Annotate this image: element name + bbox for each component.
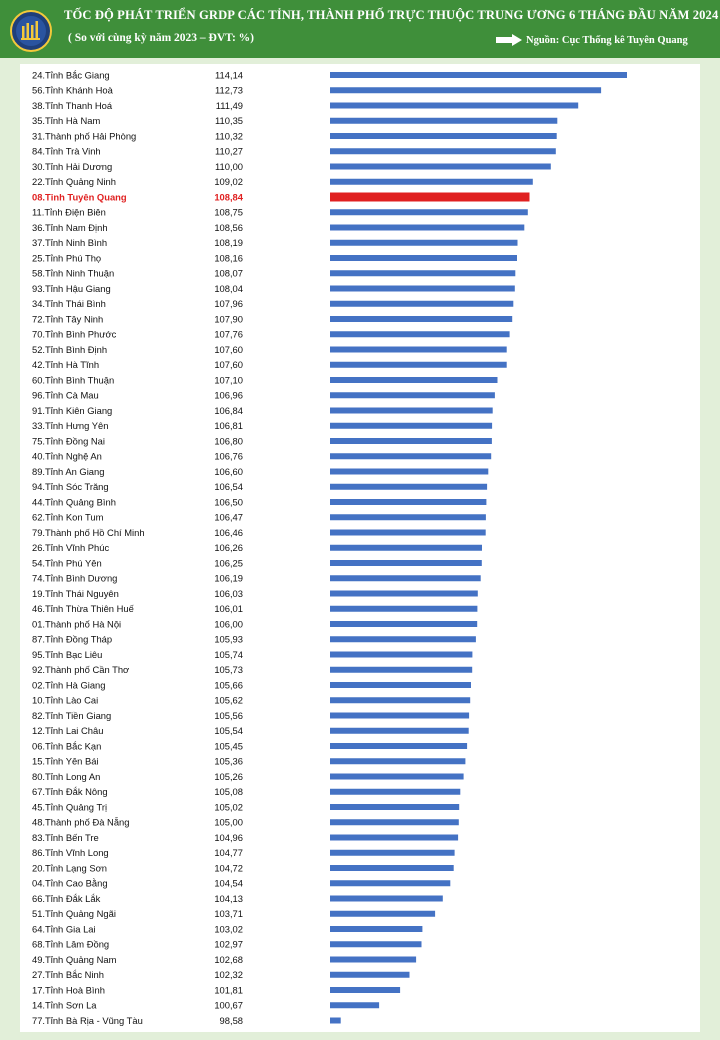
category-label: 82.Tỉnh Tiền Giang [32,709,112,721]
value-label: 110,32 [215,130,243,142]
bar [330,545,482,551]
value-label: 108,07 [214,267,243,279]
value-label: 102,32 [214,969,243,981]
bar [330,118,557,124]
bar [330,133,557,139]
category-label: 14.Tỉnh Sơn La [32,999,97,1011]
value-label: 105,45 [214,740,243,752]
category-label: 96.Tỉnh Cà Mau [32,389,99,401]
value-label: 109,02 [214,176,243,188]
value-label: 100,67 [214,999,243,1011]
category-label: 01.Thành phố Hà Nội [32,618,122,630]
value-label: 107,96 [214,298,243,310]
category-label: 92.Thành phố Cần Thơ [32,664,130,676]
bar [330,957,416,963]
value-label: 106,46 [214,526,243,538]
bar [330,880,450,886]
bar [330,728,469,734]
bar [330,148,556,154]
bar [330,972,410,978]
source-note [496,34,688,46]
bar [330,270,515,276]
bar [330,225,524,231]
category-label: 51.Tỉnh Quảng Ngãi [32,908,116,920]
category-label: 06.Tỉnh Bắc Kạn [32,740,102,752]
category-label: 25.Tỉnh Phú Thọ [32,252,102,264]
bar [330,850,455,856]
value-label: 106,01 [214,603,243,615]
bar [330,911,435,917]
bar [330,362,507,368]
value-label: 108,75 [214,206,243,218]
bar [330,240,518,246]
bar [330,987,400,993]
value-label: 105,74 [214,648,243,660]
chart-subtitle: ( So với cùng kỳ năm 2023 – ĐVT: %) [68,32,255,44]
bar [330,758,465,764]
gso-logo-icon [10,10,52,52]
bar [330,408,493,414]
bar [330,926,422,932]
value-label: 106,50 [214,496,243,508]
value-label: 107,76 [214,328,243,340]
value-label: 104,13 [214,892,243,904]
value-label: 112,73 [215,84,243,96]
value-label: 106,54 [214,481,243,493]
value-label: 106,25 [214,557,243,569]
bar [330,392,495,398]
value-label: 106,60 [214,465,243,477]
category-label: 31.Thành phố Hải Phòng [32,130,137,142]
category-label: 79.Thành phố Hồ Chí Minh [32,526,145,538]
bar [330,789,460,795]
value-label: 106,80 [214,435,243,447]
bar [330,316,512,322]
bar [330,209,528,215]
bar [330,438,492,444]
value-label: 108,04 [214,282,243,294]
category-label: 48.Thành phố Đà Nẵng [32,816,130,828]
value-label: 107,10 [214,374,243,386]
value-label: 108,19 [214,237,243,249]
value-label: 106,84 [214,404,243,416]
category-label: 54.Tỉnh Phú Yên [32,557,102,569]
category-label: 11.Tỉnh Điện Biên [32,206,106,218]
bar [330,484,487,490]
category-label: 58.Tỉnh Ninh Thuận [32,267,115,279]
bar [330,1002,379,1008]
bar [330,621,477,627]
category-label: 30.Tỉnh Hải Dương [32,160,113,172]
category-label: 26.Tỉnh Vĩnh Phúc [32,542,110,554]
category-label: 35.Tỉnh Hà Nam [32,115,101,127]
category-label: 67.Tỉnh Đắk Nông [32,786,108,798]
bar [330,423,492,429]
bar [330,87,601,93]
bar [330,255,517,261]
value-label: 110,00 [215,160,243,172]
value-label: 105,93 [214,633,243,645]
bar [330,667,472,673]
category-label: 02.Tỉnh Hà Giang [32,679,106,691]
value-label: 105,73 [214,664,243,676]
value-label: 98,58 [219,1014,243,1026]
bar [330,530,486,536]
bar [330,743,467,749]
category-label: 40.Tỉnh Nghệ An [32,450,102,462]
category-label: 20.Tỉnh Lạng Sơn [32,862,107,874]
bar [330,514,486,520]
value-label: 111,49 [215,99,243,111]
category-label: 49.Tỉnh Quảng Nam [32,953,117,965]
bar [330,606,477,612]
bar [330,560,482,566]
category-label: 52.Tỉnh Bình Định [32,343,108,355]
category-label: 12.Tỉnh Lai Châu [32,725,104,737]
bar [330,835,458,841]
category-label: 45.Tỉnh Quảng Trị [32,801,108,813]
category-label: 68.Tỉnh Lâm Đồng [32,938,110,950]
value-label: 105,08 [214,786,243,798]
bar [330,301,513,307]
category-label: 15.Tỉnh Yên Bái [32,755,99,767]
category-label: 87.Tỉnh Đồng Tháp [32,633,113,645]
bar [330,179,533,185]
category-label: 17.Tỉnh Hoà Bình [32,984,105,996]
category-label: 94.Tỉnh Sóc Trăng [32,481,109,493]
value-label: 106,96 [214,389,243,401]
category-label: 95.Tỉnh Bạc Liêu [32,648,103,660]
bar [330,469,488,475]
value-label: 105,56 [214,709,243,721]
value-label: 104,96 [214,831,243,843]
bar [330,865,454,871]
category-label: 42.Tỉnh Hà Tĩnh [32,359,100,371]
category-label: 75.Tỉnh Đồng Nai [32,435,105,447]
value-label: 106,76 [214,450,243,462]
bar [330,331,510,337]
category-label: 66.Tỉnh Đắk Lắk [32,892,101,904]
value-label: 105,00 [214,816,243,828]
value-label: 110,27 [215,145,243,157]
category-label: 70.Tỉnh Bình Phước [32,328,117,340]
bar [330,697,470,703]
value-label: 104,54 [214,877,243,889]
arrow-right-icon [496,34,522,46]
value-label: 105,26 [214,770,243,782]
source-text: Nguồn: Cục Thống kê Tuyên Quang [526,34,688,46]
value-label: 110,35 [215,115,243,127]
category-label: 84.Tỉnh Trà Vinh [32,145,101,157]
bar [330,819,459,825]
category-label: 77.Tỉnh Bà Rịa - Vũng Tàu [32,1014,143,1026]
value-label: 105,66 [214,679,243,691]
value-label: 106,81 [214,420,243,432]
bar [330,804,459,810]
category-label: 37.Tỉnh Ninh Bình [32,237,108,249]
value-label: 102,97 [214,938,243,950]
category-label: 91.Tỉnh Kiên Giang [32,404,113,416]
category-label: 04.Tỉnh Cao Bằng [32,877,108,889]
value-label: 104,77 [214,847,243,859]
category-label: 36.Tỉnh Nam Định [32,221,108,233]
bar [330,347,507,353]
bar [330,453,491,459]
value-label: 103,02 [214,923,243,935]
category-label: 72.Tỉnh Tây Ninh [32,313,104,325]
bar [330,636,476,642]
bar [330,499,486,505]
bar [330,713,469,719]
bar [330,377,498,383]
category-label: 27.Tỉnh Bắc Ninh [32,969,104,981]
value-label: 108,56 [214,221,243,233]
value-label: 107,90 [214,313,243,325]
bar [330,286,515,292]
category-label: 19.Tỉnh Thái Nguyên [32,587,119,599]
value-label: 106,47 [214,511,243,523]
bar [330,103,578,109]
category-label: 80.Tỉnh Long An [32,770,101,782]
value-label: 114,14 [215,69,243,81]
category-label: 83.Tỉnh Bến Tre [32,831,99,843]
bar [330,1018,341,1024]
bar-highlight [330,193,530,202]
bar [330,896,443,902]
value-label: 105,62 [214,694,243,706]
value-label: 106,26 [214,542,243,554]
value-label: 107,60 [214,343,243,355]
category-label: 60.Tỉnh Bình Thuận [32,374,115,386]
value-label: 105,54 [214,725,243,737]
value-label: 108,16 [214,252,243,264]
category-label: 74.Tỉnh Bình Dương [32,572,118,584]
value-label: 105,36 [214,755,243,767]
bar [330,164,551,170]
category-label: 89.Tỉnh An Giang [32,465,105,477]
category-label: 56.Tỉnh Khánh Hoà [32,84,113,96]
category-label: 64.Tỉnh Gia Lai [32,923,96,935]
category-label: 34.Tỉnh Thái Bình [32,298,106,310]
bar [330,575,481,581]
category-label: 33.Tỉnh Hưng Yên [32,420,109,432]
bar [330,72,627,78]
category-label: 62.Tỉnh Kon Tum [32,511,104,523]
value-label: 103,71 [214,908,243,920]
value-label: 106,19 [214,572,243,584]
bar [330,941,422,947]
value-label: 105,02 [214,801,243,813]
value-label: 106,00 [214,618,243,630]
category-label: 10.Tỉnh Lào Cai [32,694,99,706]
chart-title: TỐC ĐỘ PHÁT TRIỂN GRDP CÁC TỈNH, THÀNH PHỐ TRỰC THUỘC TRUNG ƯƠNG 6 THÁNG ĐẦU NĂM 2024 [64,8,719,22]
category-label: 22.Tỉnh Quảng Ninh [32,176,116,188]
value-label: 106,03 [214,587,243,599]
bar [330,682,471,688]
value-label: 102,68 [214,953,243,965]
value-label: 107,60 [214,359,243,371]
category-label: 44.Tỉnh Quảng Bình [32,496,116,508]
header-banner [0,0,720,58]
bar [330,652,472,658]
bar [330,774,464,780]
category-label: 24.Tỉnh Bắc Giang [32,69,110,81]
value-label: 101,81 [214,984,243,996]
category-label: 86.Tỉnh Vĩnh Long [32,847,109,859]
value-label: 104,72 [214,862,243,874]
chart-panel [20,64,700,1032]
category-label: 08.Tỉnh Tuyên Quang [32,191,127,203]
category-label: 38.Tỉnh Thanh Hoá [32,99,113,111]
value-label: 108,84 [214,191,243,203]
bar-chart [20,64,700,1032]
category-label: 93.Tỉnh Hậu Giang [32,282,111,294]
bar [330,591,478,597]
category-label: 46.Tỉnh Thừa Thiên Huế [32,603,134,615]
